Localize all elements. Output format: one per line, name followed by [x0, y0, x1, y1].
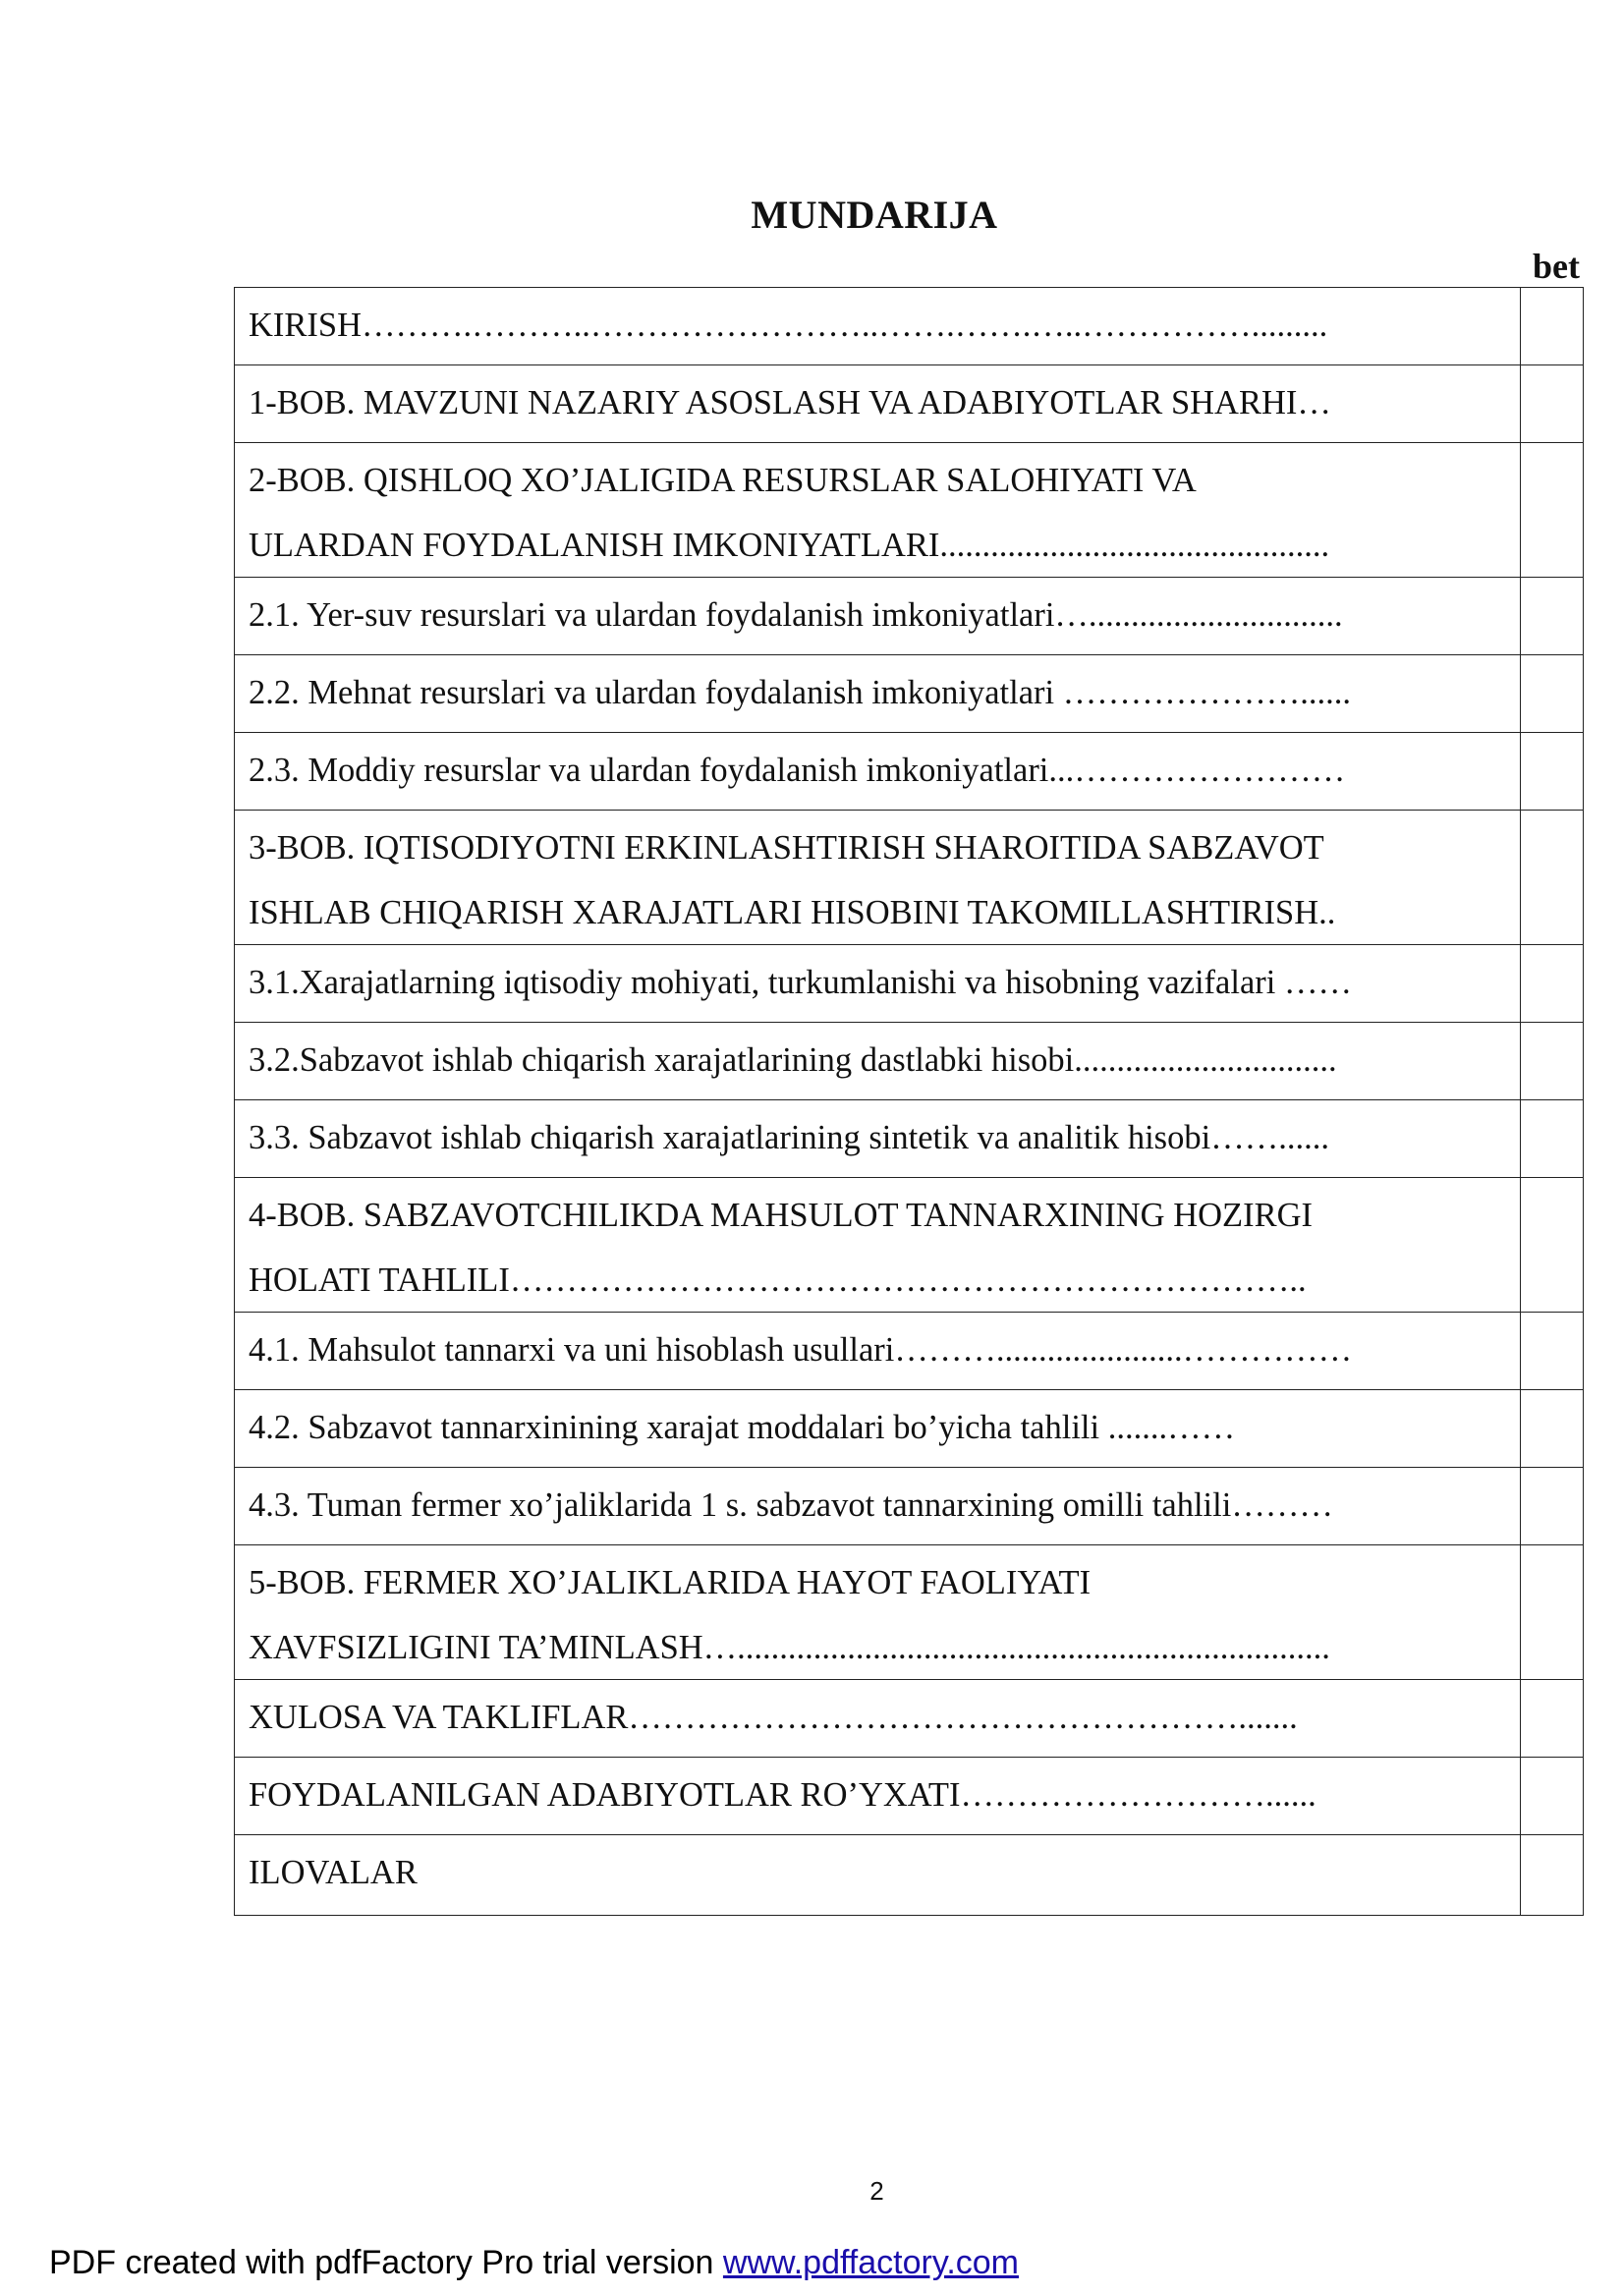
toc-entry-cell [235, 1178, 1521, 1313]
toc-page-cell [1521, 1468, 1584, 1545]
toc-entry-cell [235, 365, 1521, 443]
pdf-watermark [49, 2244, 1019, 2282]
toc-entry-cell [235, 1313, 1521, 1390]
toc-entry-text: XULOSA VA TAKLIFLAR………………………………………………....... [249, 1699, 1298, 1736]
toc-page-cell [1521, 1545, 1584, 1680]
toc-entry-cell [235, 1023, 1521, 1100]
toc-row [235, 945, 1584, 1023]
toc-page-cell [1521, 443, 1584, 578]
toc-entry-cell [235, 443, 1521, 578]
toc-entry-cell [235, 1758, 1521, 1835]
toc-row [235, 1313, 1584, 1390]
toc-entry-text: 4-BOB. SABZAVOTCHILIKDA MAHSULOT TANNARXINING HOZIRGI HOLATI TAHLILI…………………………………………………………….. [249, 1197, 1314, 1299]
toc-entry-cell [235, 733, 1521, 811]
watermark-link[interactable]: www.pdffactory.com [722, 2244, 1019, 2281]
toc-entry-text: 4.3. Tuman fermer xo’jaliklarida 1 s. sabzavot tannarxining omilli tahlili……… [249, 1486, 1333, 1524]
toc-page-cell [1521, 655, 1584, 733]
toc-entry-cell [235, 811, 1521, 945]
toc-page-cell [1521, 1390, 1584, 1468]
toc-page-cell [1521, 1313, 1584, 1390]
toc-entry-cell [235, 578, 1521, 655]
toc-entry-text: 2.1. Yer-suv resurslari va ulardan foydalanish imkoniyatlari….............................. [249, 596, 1343, 634]
toc-entry-text: 2.2. Mehnat resurslari va ulardan foydalanish imkoniyatlari …………………...... [249, 674, 1351, 711]
toc-row [235, 1390, 1584, 1468]
toc-page-cell [1521, 1100, 1584, 1178]
toc-entry-cell [235, 945, 1521, 1023]
toc-page-cell [1521, 811, 1584, 945]
toc-page-cell [1521, 945, 1584, 1023]
toc-entry-cell [235, 1100, 1521, 1178]
page-title: MUNDARIJA [751, 193, 998, 237]
toc-entry-cell [235, 1680, 1521, 1758]
toc-entry-text: KIRISH……….………..……………………..…….…….…..……………......... [249, 307, 1328, 344]
toc-page-cell [1521, 733, 1584, 811]
toc-row [235, 365, 1584, 443]
toc-entry-text: 3-BOB. IQTISODIYOTNI ERKINLASHTIRISH SHAROITIDA SABZAVOT ISHLAB CHIQARISH XARAJATLARI HISOBINI TAKOMILLASHTIRISH.. [249, 829, 1336, 931]
toc-page-cell [1521, 1680, 1584, 1758]
toc-entry-text: 2.3. Moddiy resurslar va ulardan foydalanish imkoniyatlari...…………………… [249, 752, 1346, 789]
toc-entry-text: 3.2.Sabzavot ishlab chiqarish xarajatlarining dastlabki hisobi............................... [249, 1041, 1337, 1079]
toc-entry-cell [235, 288, 1521, 365]
table-of-contents [234, 287, 1584, 1916]
toc-row [235, 1023, 1584, 1100]
toc-row [235, 1835, 1584, 1916]
toc-entry-text: ILOVALAR [249, 1854, 418, 1891]
toc-entry-cell [235, 655, 1521, 733]
toc-row [235, 1758, 1584, 1835]
toc-row [235, 1178, 1584, 1313]
toc-page-cell [1521, 288, 1584, 365]
toc-entry-cell [235, 1468, 1521, 1545]
toc-row [235, 1545, 1584, 1680]
toc-entry-cell [235, 1390, 1521, 1468]
toc-page-cell [1521, 1835, 1584, 1916]
toc-entry-text: 5-BOB. FERMER XO’JALIKLARIDA HAYOT FAOLIYATI XAVFSIZLIGINI TA’MINLASH…...................................................................... [249, 1564, 1330, 1666]
toc-row [235, 1680, 1584, 1758]
watermark-text: PDF created with pdfFactory Pro trial version [49, 2244, 723, 2281]
toc-row [235, 811, 1584, 945]
toc-row [235, 655, 1584, 733]
toc-page-cell [1521, 578, 1584, 655]
toc-page-cell [1521, 1023, 1584, 1100]
toc-row [235, 733, 1584, 811]
page-column-header: bet [1533, 247, 1580, 286]
toc-entry-cell [235, 1835, 1521, 1916]
page-number: 2 [869, 2176, 884, 2206]
toc-row [235, 1100, 1584, 1178]
toc-entry-text: 3.1.Xarajatlarning iqtisodiy mohiyati, turkumlanishi va hisobning vazifalari …… [249, 964, 1352, 1001]
toc-entry-text: 1-BOB. MAVZUNI NAZARIY ASOSLASH VA ADABIYOTLAR SHARHI… [249, 384, 1331, 421]
toc-page-cell [1521, 365, 1584, 443]
toc-row [235, 288, 1584, 365]
toc-entry-cell [235, 1545, 1521, 1680]
toc-entry-text: 3.3. Sabzavot ishlab chiqarish xarajatlarining sintetik va analitik hisobi……...... [249, 1119, 1329, 1156]
toc-row [235, 443, 1584, 578]
toc-entry-text: 2-BOB. QISHLOQ XO’JALIGIDA RESURSLAR SALOHIYATI VA ULARDAN FOYDALANISH IMKONIYATLARI.............................................. [249, 462, 1330, 564]
toc-row [235, 578, 1584, 655]
toc-row [235, 1468, 1584, 1545]
toc-entry-text: 4.2. Sabzavot tannarxinining xarajat moddalari bo’yicha tahlili .......…… [249, 1409, 1236, 1446]
toc-entry-text: 4.1. Mahsulot tannarxi va uni hisoblash usullari………......................…………… [249, 1331, 1353, 1369]
toc-page-cell [1521, 1758, 1584, 1835]
toc-entry-text: FOYDALANILGAN ADABIYOTLAR RO’YXATI………………………...... [249, 1776, 1316, 1814]
toc-page-cell [1521, 1178, 1584, 1313]
